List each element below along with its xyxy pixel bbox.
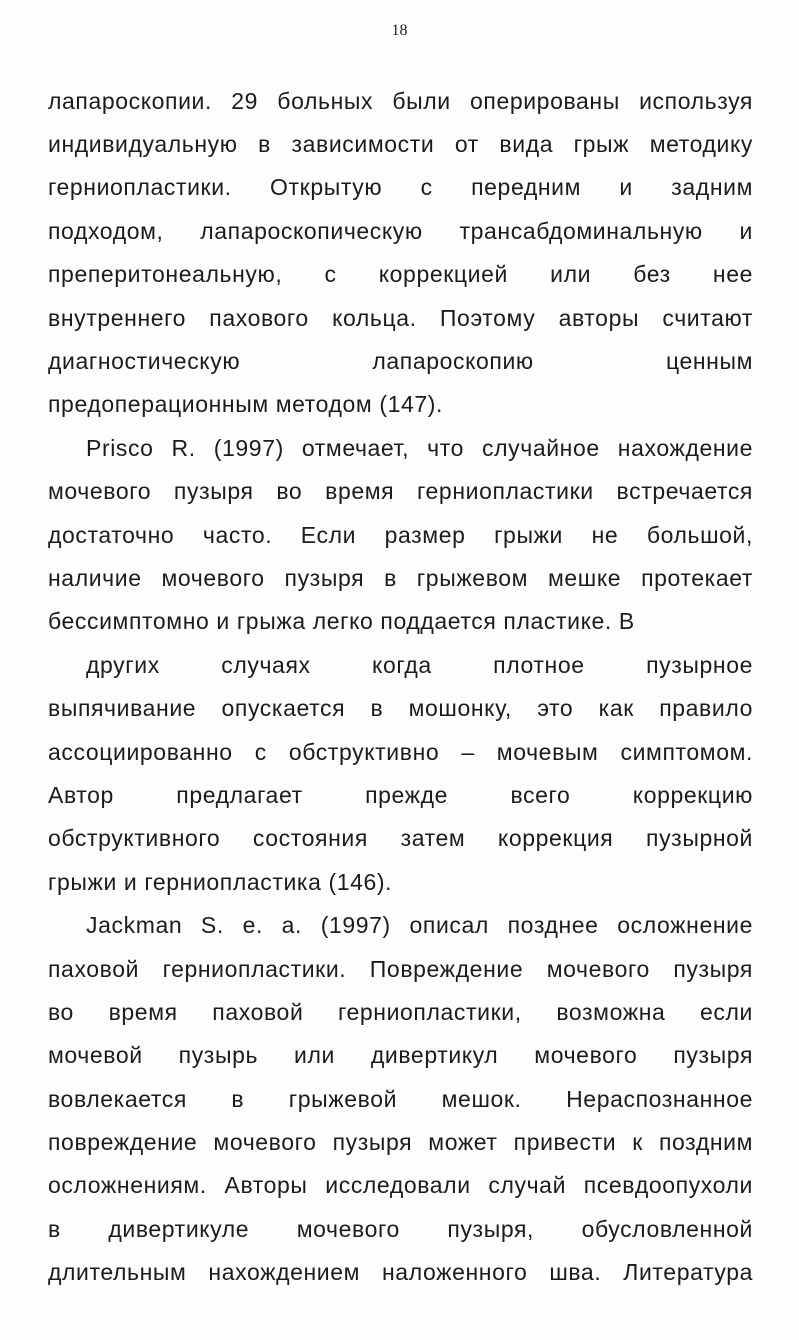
text-line: наличие мочевого пузыря в грыжевом мешке протекает [48,565,753,591]
text-line: достаточно часто. Если размер грыжи не большой, [48,522,753,548]
text-line: вовлекается в грыжевой мешок. Нераспознанное [48,1086,753,1112]
text-line: индивидуальную в зависимости от вида грыж методику [48,131,753,157]
text-line: мочевой пузырь или дивертикул мочевого пузыря [48,1042,753,1068]
text-line: других случаях когда плотное пузырное [86,652,753,678]
text-line: в дивертикуле мочевого пузыря, обусловленной [48,1216,753,1242]
text-line: Jackman S. e. a. (1997) описал позднее осложнение [86,912,753,938]
text-line: грыжи и герниопластика (146). [48,869,393,895]
text-line: предоперационным методом (147). [48,391,444,417]
text-line: герниопластики. Открытую с передним и задним [48,174,753,200]
text-line: Автор предлагает прежде всего коррекцию [48,782,753,808]
text-line: осложнениям. Авторы исследовали случай псевдоопухоли [48,1172,753,1198]
page-number: 18 [391,22,408,39]
text-line: паховой герниопластики. Повреждение мочевого пузыря [48,956,753,982]
text-line: диагностическую лапароскопию ценным [48,348,753,374]
text-line: подходом, лапароскопическую трансабдоминальную и [48,218,753,244]
text-line: внутреннего пахового кольца. Поэтому авторы считают [48,305,753,331]
text-line: преперитонеальную, с коррекцией или без нее [48,261,753,287]
text-line: во время паховой герниопластики, возможна если [48,999,753,1025]
text-line: лапароскопии. 29 больных были оперированы используя [48,88,753,114]
text-line: Prisco R. (1997) отмечает, что случайное нахождение [86,435,753,461]
text-line: обструктивного состояния затем коррекция пузырной [48,825,753,851]
text-line: бессимптомно и грыжа легко поддается пластике. В [48,608,635,634]
text-line: мочевого пузыря во время герниопластики встречается [48,478,753,504]
text-line: выпячивание опускается в мошонку, это как правило [48,695,753,721]
text-line: длительным нахождением наложенного шва. Литература [48,1259,753,1285]
text-line: повреждение мочевого пузыря может привести к поздним [48,1129,753,1155]
text-line: ассоциированно с обструктивно – мочевым симптомом. [48,739,753,765]
